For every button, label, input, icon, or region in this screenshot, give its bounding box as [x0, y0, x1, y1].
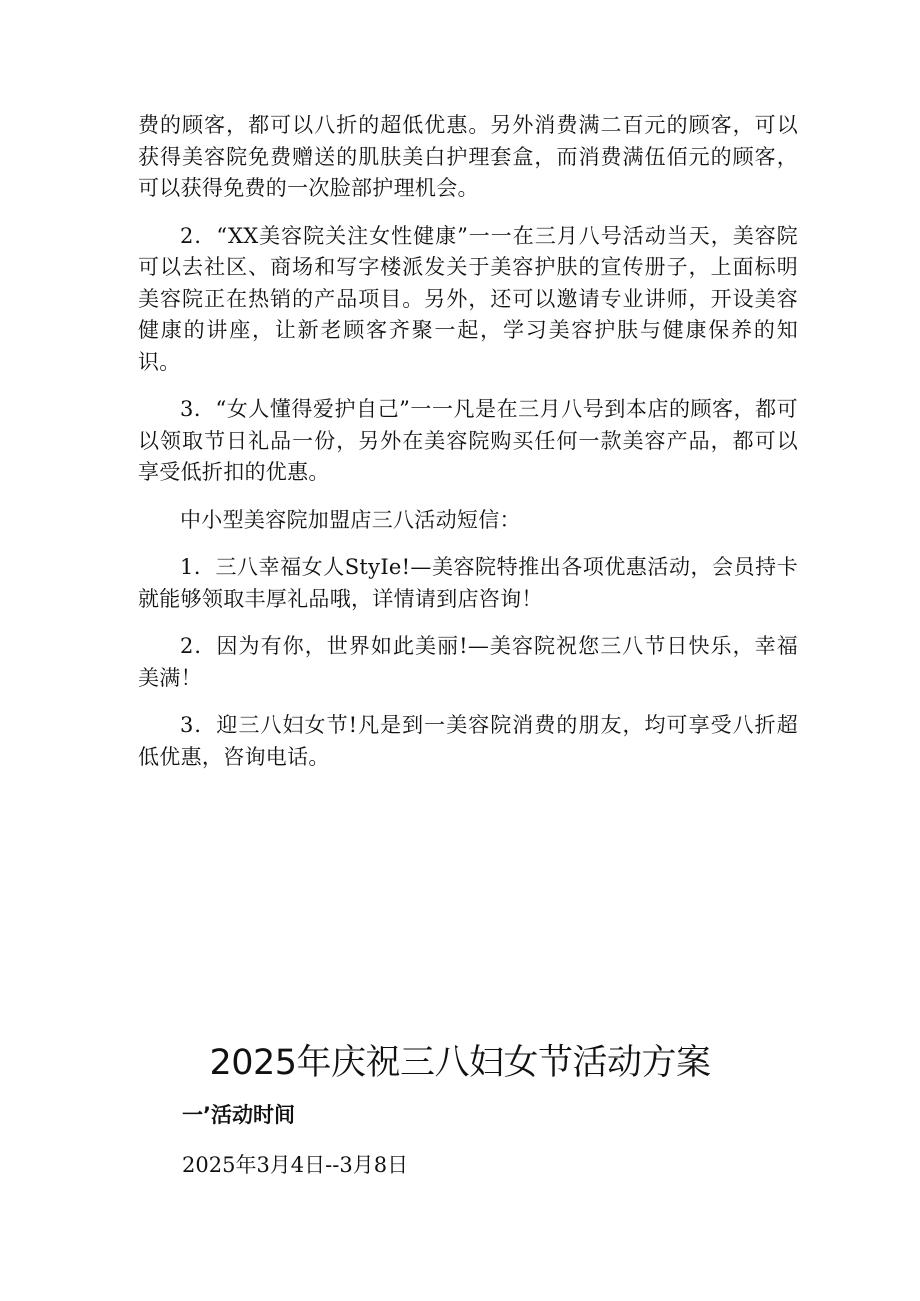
paragraph-item-2-health: 2．“XX美容院关注女性健康”一一在三月八号活动当天，美容院可以去社区、商场和写字楼派发关于美容护肤的宣传册子，上面标明美容院正在热销的产品项目。另外，还可以邀请专业讲师，开设美容健康的讲座，让新老顾客齐聚一起，学习美容护肤与健康保养的知识。 [138, 223, 798, 374]
body-text [138, 110, 798, 789]
section-heading-activity-time: 一’活动时间 [182, 1103, 295, 1127]
sms-item-2: 2．因为有你，世界如此美丽!—美容院祝您三八节日快乐，幸福美满！ [138, 634, 798, 690]
sms-item-3: 3．迎三八妇女节!凡是到一美容院消费的朋友，均可享受八折超低优惠，咨询电话。 [138, 713, 798, 769]
document-title: 2025年庆祝三八妇女节活动方案 [209, 1043, 711, 1083]
paragraph-item-3-gift: 3．“女人懂得爱护自己”一一凡是在三月八号到本店的顾客，都可以领取节日礼品一份，另外在美容院购买任何一款美容产品，都可以享受低折扣的优惠。 [138, 397, 798, 484]
sms-section-heading: 中小型美容院加盟店三八活动短信： [180, 507, 521, 532]
paragraph-continuation: 费的顾客，都可以八折的超低优惠。另外消费满二百元的顾客，可以获得美容院免费赠送的肌肤美白护理套盒，而消费满伍佰元的顾客，可以获得免费的一次脸部护理机会。 [138, 113, 798, 200]
sms-item-1: 1．三八幸福女人StyIe!—美容院特推出各项优惠活动，会员持卡就能够领取丰厚礼品哦，详情请到店咨询！ [138, 555, 798, 611]
activity-date-range: 2025年3月4日--3月8日 [182, 1153, 409, 1177]
